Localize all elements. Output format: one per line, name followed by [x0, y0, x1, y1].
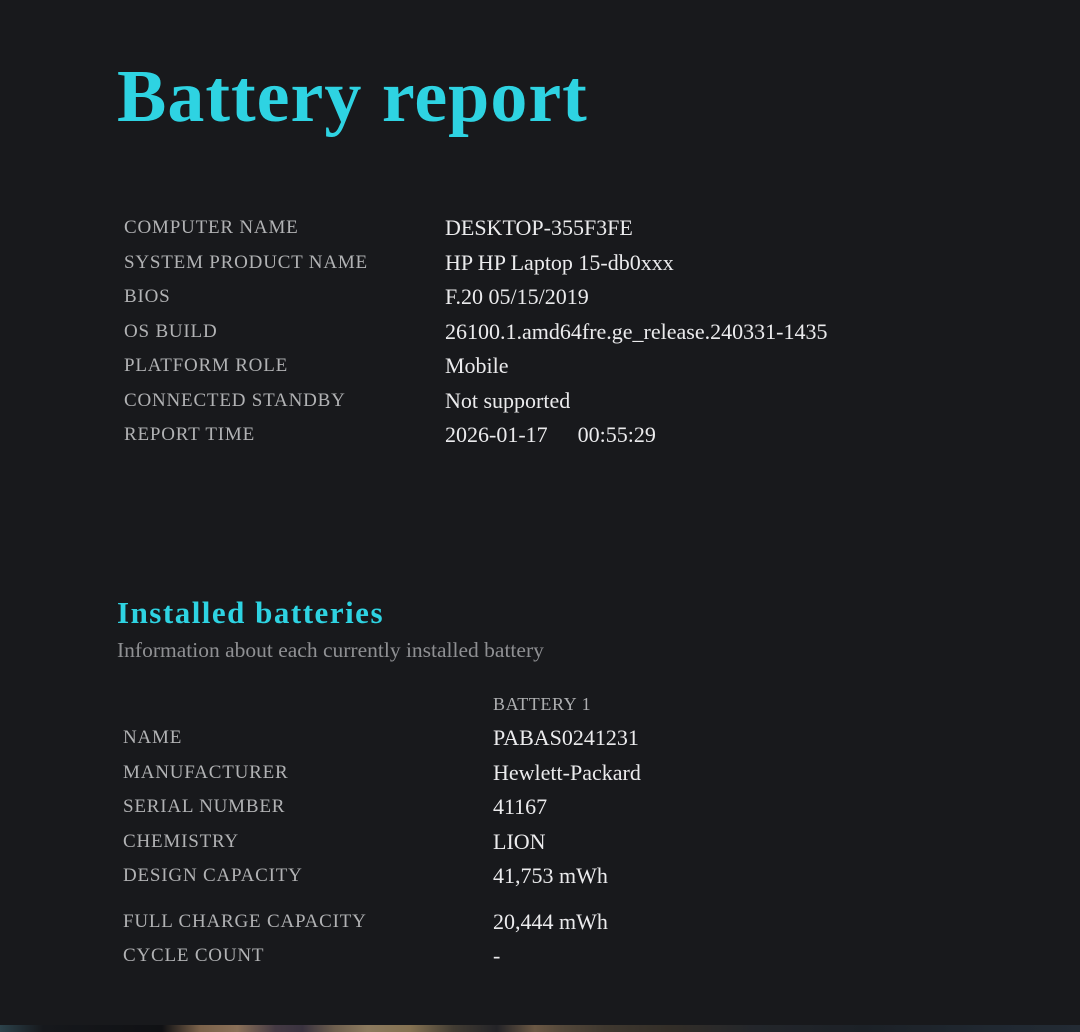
row-value: Hewlett-Packard: [493, 759, 641, 785]
table-row: [123, 756, 1017, 791]
report-time: 00:55:29: [577, 422, 656, 448]
installed-batteries-table: [123, 687, 1017, 974]
system-info-table: [124, 211, 1017, 453]
table-row: [123, 939, 1017, 974]
section-heading-installed-batteries: Installed batteries: [117, 594, 385, 630]
row-label: CYCLE COUNT: [123, 945, 265, 967]
row-label: BIOS: [124, 286, 171, 308]
table-row: [123, 905, 1017, 940]
row-value: -: [493, 943, 501, 969]
table-row: [124, 280, 1017, 315]
table-header-row: [123, 687, 1017, 722]
row-label: REPORT TIME: [124, 424, 256, 446]
battery-report-page: [117, 0, 1017, 974]
table-row: [124, 349, 1017, 384]
row-label: SYSTEM PRODUCT NAME: [124, 251, 368, 273]
table-row: [124, 384, 1017, 419]
row-label: DESIGN CAPACITY: [123, 865, 303, 887]
report-date: 2026-01-17: [445, 422, 548, 448]
row-value: 41167: [493, 794, 548, 820]
table-row: [123, 825, 1017, 860]
row-value: Not supported: [445, 387, 571, 413]
row-value: Mobile: [445, 353, 509, 379]
table-row: [123, 790, 1017, 825]
row-value: LION: [493, 828, 546, 854]
row-value: 41,753 mWh: [493, 863, 608, 889]
row-label: MANUFACTURER: [123, 761, 289, 783]
row-value: [445, 418, 1017, 453]
row-value: 20,444 mWh: [493, 908, 608, 934]
table-row: [123, 721, 1017, 756]
page-title: Battery report: [117, 56, 588, 138]
background-window-edge-strip: [0, 1025, 1080, 1032]
row-label: FULL CHARGE CAPACITY: [123, 910, 367, 932]
row-label: NAME: [123, 727, 183, 749]
section-subtitle: Information about each currently installed battery: [117, 637, 544, 662]
battery-secondary-block: [123, 905, 1017, 974]
battery-column-header: BATTERY 1: [493, 693, 592, 714]
row-label: COMPUTER NAME: [124, 217, 299, 239]
table-row: [124, 246, 1017, 281]
table-row-report-time: [124, 418, 1017, 453]
row-label: OS BUILD: [124, 320, 218, 342]
row-label: SERIAL NUMBER: [123, 796, 286, 818]
row-value: HP HP Laptop 15-db0xxx: [445, 249, 674, 275]
table-row: [124, 211, 1017, 246]
row-value: 26100.1.amd64fre.ge_release.240331-1435: [445, 318, 828, 344]
row-label: CHEMISTRY: [123, 830, 239, 852]
row-value: PABAS0241231: [493, 725, 639, 751]
row-value: F.20 05/15/2019: [445, 284, 589, 310]
empty-header-cell: [123, 687, 493, 722]
table-row: [123, 859, 1017, 894]
row-value: DESKTOP-355F3FE: [445, 215, 633, 241]
row-label: CONNECTED STANDBY: [124, 389, 346, 411]
table-row: [124, 315, 1017, 350]
row-label: PLATFORM ROLE: [124, 355, 289, 377]
